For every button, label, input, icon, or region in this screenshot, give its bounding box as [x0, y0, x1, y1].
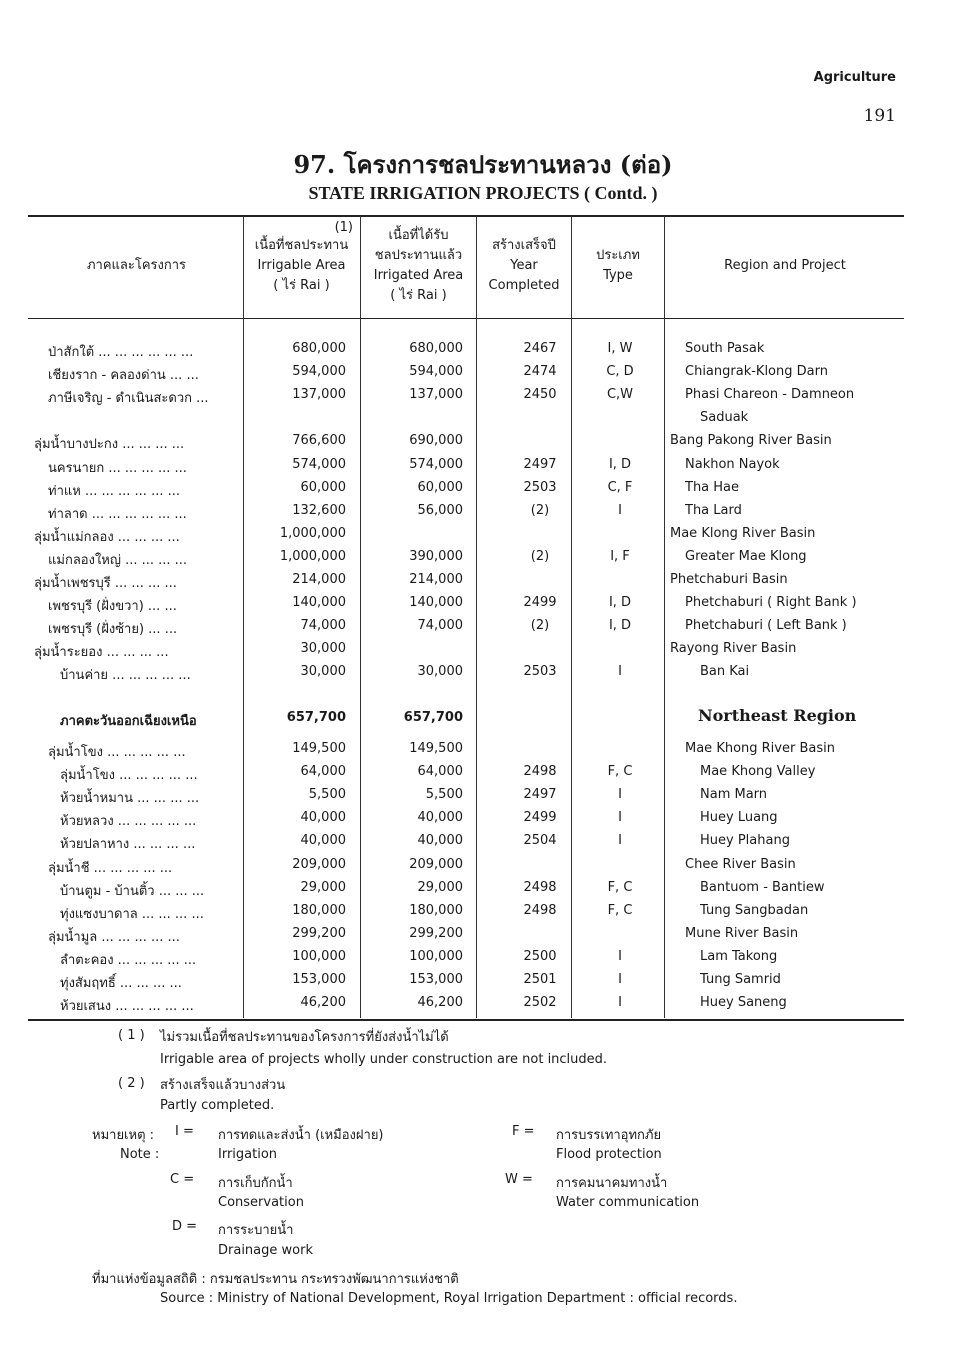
cell-region-english: Ban Kai: [700, 664, 750, 680]
table-row: [0, 480, 966, 503]
cell-region-english: Northeast Region: [698, 706, 857, 725]
cell-irrigated: 657,700: [403, 710, 463, 725]
cell-year: 2498: [523, 764, 557, 780]
cell-region-thai: ลุ่มน้ำระยอง ... ... ... ...: [34, 645, 169, 661]
cell-type: I: [618, 664, 622, 680]
cell-region-thai: บ้านตูม - บ้านติ้ว ... ... ...: [60, 883, 205, 899]
cell-type: I: [618, 833, 622, 849]
cell-region-thai: ภาคตะวันออกเฉียงเหนือ: [60, 714, 197, 729]
cell-region-thai: ห้วยปลาหาง ... ... ... ...: [60, 837, 196, 853]
cell-irrigated: 40,000: [417, 833, 463, 849]
cell-type: I, D: [608, 595, 632, 611]
footnote-1-thai: ไม่รวมเนื้อที่ชลประทานของโครงการที่ยังส่งน้ำไม่ได้: [160, 1030, 449, 1045]
source-thai: ที่มาแห่งข้อมูลสถิติ : กรมชลประทาน กระทรวงพัฒนาการแห่งชาติ: [92, 1272, 459, 1287]
code-d-thai: การระบายน้ำ: [218, 1223, 294, 1238]
table-row: [0, 549, 966, 572]
cell-type: I: [618, 787, 622, 803]
table-row: [0, 572, 966, 595]
cell-irrigated: 74,000: [417, 618, 463, 634]
column-header-region-english: Region and Project: [724, 258, 846, 273]
cell-region-english: Chiangrak-Klong Darn: [685, 364, 828, 380]
table-top-rule: [28, 215, 904, 217]
cell-irrigated: 56,000: [417, 502, 463, 518]
table-row: [0, 926, 966, 949]
cell-irrigable: 74,000: [300, 618, 346, 634]
cell-region-thai: ลุ่มน้ำแม่กลอง ... ... ... ...: [34, 529, 180, 545]
cell-irrigable: 680,000: [292, 341, 346, 356]
cell-type: F, C: [607, 902, 633, 918]
cell-irrigable: 132,600: [292, 502, 346, 518]
section-label: Agriculture: [813, 70, 896, 85]
cell-region-thai: ท่าแห ... ... ... ... ... ...: [48, 483, 180, 499]
code-d-english: Drainage work: [218, 1243, 313, 1258]
cell-irrigated: 594,000: [409, 364, 463, 380]
cell-region-english: Phetchaburi ( Right Bank ): [685, 595, 857, 611]
table-title-english: STATE IRRIGATION PROJECTS ( Contd. ): [308, 183, 658, 203]
cell-region-english: Saduak: [700, 410, 749, 426]
table-row: [0, 787, 966, 810]
cell-region-thai: ลุ่มน้ำโขง ... ... ... ... ...: [48, 745, 186, 760]
note-label-thai: หมายเหตุ :: [92, 1128, 155, 1143]
cell-irrigable: 60,000: [300, 479, 346, 495]
cell-year: 2467: [523, 341, 557, 356]
cell-year: 2503: [523, 664, 557, 680]
cell-year: 2500: [523, 948, 557, 964]
cell-irrigated: 137,000: [409, 387, 463, 403]
cell-irrigated: 574,000: [409, 456, 463, 472]
table-row: [0, 741, 966, 764]
page-number: 191: [863, 106, 896, 126]
table-bottom-rule: [28, 1019, 904, 1021]
footnote-1-english: Irrigable area of projects wholly under construction are not included.: [160, 1052, 608, 1067]
cell-irrigated: 209,000: [409, 856, 463, 872]
cell-irrigable: 100,000: [292, 948, 346, 964]
table-row: [0, 526, 966, 549]
footnote-2-mark: ( 2 ): [118, 1076, 145, 1091]
cell-irrigated: 680,000: [409, 341, 463, 356]
cell-region-english: Greater Mae Klong: [685, 548, 807, 564]
cell-year: 2474: [523, 364, 557, 380]
cell-year: 2498: [523, 902, 557, 918]
cell-year: 2499: [523, 595, 557, 611]
cell-irrigable: 149,500: [292, 741, 346, 756]
table-row: [0, 972, 966, 995]
cell-region-english: Chee River Basin: [685, 856, 796, 872]
cell-region-thai: ห้วยเสนง ... ... ... ... ...: [60, 999, 194, 1015]
code-c: C =: [170, 1172, 195, 1187]
table-title-thai: 97. โครงการชลประทานหลวง (ต่อ): [293, 150, 673, 179]
cell-region-english: Lam Takong: [700, 948, 778, 964]
table-row: [0, 880, 966, 903]
column-header-region-thai: ภาคและโครงการ: [86, 258, 187, 273]
code-w: W =: [505, 1172, 533, 1187]
cell-year: 2503: [523, 479, 557, 495]
table-row: [0, 857, 966, 880]
cell-irrigable: 29,000: [300, 879, 346, 895]
table-row: [0, 618, 966, 641]
table-row: [0, 595, 966, 618]
cell-irrigated: 214,000: [409, 572, 463, 587]
cell-irrigable: 1,000,000: [279, 548, 346, 564]
code-d: D =: [172, 1219, 198, 1234]
cell-region-english: Mae Khong River Basin: [685, 741, 835, 756]
cell-region-thai: ลำตะคอง ... ... ... ... ...: [60, 952, 197, 968]
cell-region-thai: แม่กลองใหญ่ ... ... ... ...: [48, 552, 188, 568]
cell-region-thai: ลุ่มน้ำชี ... ... ... ... ...: [48, 860, 173, 876]
cell-irrigated: 40,000: [417, 810, 463, 826]
table-row: [0, 387, 966, 410]
footnote-2-english: Partly completed.: [160, 1098, 275, 1113]
cell-year: (2): [530, 548, 550, 564]
cell-irrigated: 100,000: [409, 948, 463, 964]
column-header-irrigated: เนื้อที่ได้รับ ชลประทานแล้ว Irrigated Area ( ไร่ Rai ): [373, 228, 464, 303]
cell-region-english: Nam Marn: [700, 787, 768, 803]
cell-irrigable: 209,000: [292, 856, 346, 872]
column-header-year: สร้างเสร็จปี Year Completed: [488, 238, 560, 293]
cell-irrigated: 690,000: [409, 433, 463, 449]
cell-region-thai: ห้วยหลวง ... ... ... ... ...: [60, 814, 197, 830]
cell-type: F, C: [607, 764, 633, 780]
cell-year: 2502: [523, 995, 557, 1011]
cell-irrigated: 149,500: [409, 741, 463, 756]
cell-region-thai: นครนายก ... ... ... ... ...: [48, 460, 187, 476]
cell-year: 2501: [523, 972, 557, 987]
cell-irrigated: 29,000: [417, 879, 463, 895]
cell-irrigable: 40,000: [300, 833, 346, 849]
code-i: I =: [175, 1124, 194, 1139]
cell-region-thai: เพชรบุรี (ฝั่งซ้าย) ... ...: [48, 622, 178, 638]
cell-irrigable: 140,000: [292, 595, 346, 611]
cell-region-english: Huey Luang: [700, 810, 778, 826]
cell-type: I: [618, 972, 622, 987]
table-row: [0, 364, 966, 387]
cell-type: C,W: [606, 387, 634, 403]
code-f-english: Flood protection: [556, 1147, 662, 1162]
cell-type: I, D: [608, 618, 632, 634]
cell-region-english: Phetchaburi Basin: [670, 572, 788, 587]
cell-region-english: Mune River Basin: [685, 925, 799, 941]
cell-region-thai: ลุ่มน้ำโขง ... ... ... ... ...: [60, 768, 198, 784]
cell-region-english: South Pasak: [685, 341, 765, 356]
cell-region-english: Bantuom - Bantiew: [700, 879, 825, 895]
cell-year: (2): [530, 502, 550, 518]
cell-irrigable: 46,200: [300, 995, 346, 1011]
cell-year: 2450: [523, 387, 557, 403]
cell-year: 2499: [523, 810, 557, 826]
cell-region-english: Mae Khong Valley: [700, 764, 816, 780]
cell-region-thai: ป่าสักใต้ ... ... ... ... ... ...: [48, 345, 194, 360]
cell-region-english: Nakhon Nayok: [685, 456, 780, 472]
cell-type: C, F: [607, 479, 633, 495]
footnote-1-mark: ( 1 ): [118, 1028, 145, 1043]
cell-region-english: Tha Lard: [685, 502, 742, 518]
code-w-english: Water communication: [556, 1195, 700, 1210]
code-f: F =: [512, 1124, 535, 1139]
cell-type: I, D: [608, 456, 632, 472]
footnote-2-thai: สร้างเสร็จแล้วบางส่วน: [160, 1078, 286, 1093]
header-bottom-rule: [28, 318, 904, 319]
cell-irrigable: 299,200: [292, 925, 346, 941]
source-english: Source : Ministry of National Development, Royal Irrigation Department : official records.: [160, 1291, 738, 1306]
cell-irrigated: 140,000: [409, 595, 463, 611]
cell-region-english: Tung Samrid: [700, 972, 781, 987]
cell-region-thai: ห้วยน้ำหมาน ... ... ... ...: [60, 791, 200, 807]
cell-irrigable: 153,000: [292, 972, 346, 987]
cell-region-thai: ภาษีเจริญ - ดำเนินสะดวก ...: [48, 391, 209, 407]
cell-region-english: Phetchaburi ( Left Bank ): [685, 618, 847, 634]
cell-region-english: Tung Sangbadan: [700, 902, 809, 918]
cell-irrigated: 153,000: [409, 972, 463, 987]
cell-region-english: Huey Saneng: [700, 995, 787, 1011]
cell-irrigable: 30,000: [300, 641, 346, 657]
cell-region-english: Bang Pakong River Basin: [670, 433, 832, 449]
cell-region-english: Huey Plahang: [700, 833, 790, 849]
cell-region-thai: เพชรบุรี (ฝั่งขวา) ... ...: [48, 599, 177, 615]
cell-year: 2498: [523, 879, 557, 895]
column-header-type: ประเภท Type: [596, 248, 640, 283]
cell-region-thai: ลุ่มน้ำมูล ... ... ... ... ...: [48, 929, 180, 945]
cell-type: F, C: [607, 879, 633, 895]
table-row: [0, 833, 966, 856]
cell-irrigated: 64,000: [417, 764, 463, 780]
table-row: [0, 341, 966, 364]
cell-irrigable: 40,000: [300, 810, 346, 826]
cell-type: I: [618, 810, 622, 826]
cell-region-thai: ลุ่มน้ำเพชรบุรี ... ... ... ...: [34, 576, 177, 591]
table-row: [0, 410, 966, 433]
cell-irrigable: 574,000: [292, 456, 346, 472]
cell-irrigated: 46,200: [417, 995, 463, 1011]
table-row: [0, 503, 966, 526]
cell-irrigated: 5,500: [425, 787, 463, 803]
table-row: [0, 433, 966, 456]
table-row: [0, 641, 966, 664]
cell-type: I: [618, 995, 622, 1011]
cell-type: I, W: [607, 341, 633, 356]
cell-irrigable: 1,000,000: [279, 525, 346, 541]
cell-region-thai: เชียงราก - คลองด่าน ... ...: [48, 368, 199, 384]
table-row: [0, 949, 966, 972]
cell-irrigable: 594,000: [292, 364, 346, 380]
cell-year: (2): [530, 618, 550, 634]
cell-irrigable: 180,000: [292, 902, 346, 918]
cell-region-thai: บ้านค่าย ... ... ... ... ...: [60, 668, 191, 684]
code-f-thai: การบรรเทาอุทกภัย: [556, 1128, 662, 1143]
code-c-thai: การเก็บกักน้ำ: [218, 1176, 293, 1191]
cell-region-english: Rayong River Basin: [670, 641, 797, 657]
cell-irrigable: 5,500: [308, 787, 346, 803]
table-row: [0, 995, 966, 1018]
cell-irrigated: 390,000: [409, 548, 463, 564]
cell-irrigable: 64,000: [300, 764, 346, 780]
cell-irrigated: 60,000: [417, 479, 463, 495]
cell-region-thai: ท่าลาด ... ... ... ... ... ...: [48, 506, 187, 522]
cell-region-english: Tha Hae: [685, 479, 740, 495]
code-c-english: Conservation: [218, 1195, 304, 1210]
cell-irrigated: 299,200: [409, 925, 463, 941]
cell-region-thai: ทุ่งแซงบาดาล ... ... ... ...: [60, 906, 204, 922]
cell-irrigable: 30,000: [300, 664, 346, 680]
cell-irrigable: 657,700: [286, 710, 346, 725]
cell-region-thai: ลุ่มน้ำบางปะกง ... ... ... ...: [34, 437, 185, 453]
column-header-irrigable: (1) เนื้อที่ชลประทาน Irrigable Area ( ไร่ Rai ): [254, 220, 353, 293]
cell-region-thai: ทุ่งสัมฤทธิ์ ... ... ... ...: [60, 976, 182, 991]
table-row: [0, 764, 966, 787]
table-row: [0, 664, 966, 687]
cell-year: 2497: [523, 456, 557, 472]
cell-type: I, F: [610, 548, 630, 564]
table-row: [0, 810, 966, 833]
cell-irrigated: 30,000: [417, 664, 463, 680]
table-row: [0, 903, 966, 926]
cell-region-english: Mae Klong River Basin: [670, 525, 816, 541]
cell-irrigated: 180,000: [409, 902, 463, 918]
cell-region-english: Phasi Chareon - Damneon: [685, 387, 855, 403]
cell-irrigable: 214,000: [292, 572, 346, 587]
code-i-thai: การทดและส่งน้ำ (เหมืองฝาย): [218, 1128, 384, 1143]
cell-year: 2497: [523, 787, 557, 803]
code-w-thai: การคมนาคมทางน้ำ: [556, 1176, 668, 1191]
code-i-english: Irrigation: [218, 1147, 278, 1162]
table-row: [0, 457, 966, 480]
cell-irrigable: 137,000: [292, 387, 346, 403]
cell-type: I: [618, 502, 622, 518]
cell-irrigable: 766,600: [292, 433, 346, 449]
table-row-northeast-region: [0, 706, 966, 733]
cell-year: 2504: [523, 833, 557, 849]
cell-type: C, D: [606, 364, 634, 380]
note-label-english: Note :: [120, 1147, 160, 1162]
cell-type: I: [618, 948, 622, 964]
